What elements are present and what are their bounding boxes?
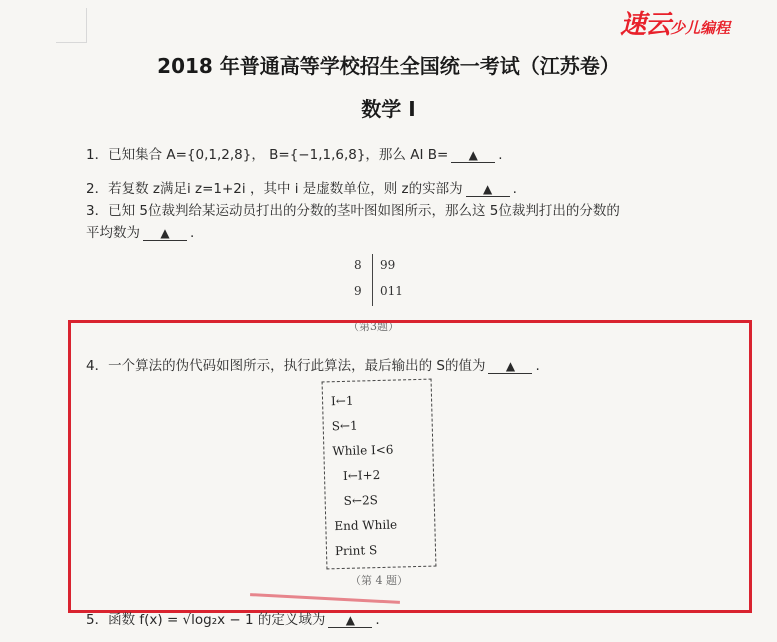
code-line: S←1 <box>331 418 358 434</box>
stem-value: 8 <box>354 258 362 272</box>
question-3-line-2 <box>86 221 194 241</box>
code-line: I←1 <box>330 393 354 409</box>
question-4-end: . <box>535 358 540 374</box>
question-4-text: 4．一个算法的伪代码如图所示，执行此算法，最后输出的 S的值为 <box>86 358 486 374</box>
question-1-text: 1．已知集合 A={0,1,2,8}， B={−1,1,6,8}，那么 AI B= <box>86 147 449 163</box>
code-line: S←2S <box>343 493 379 508</box>
page-corner-mark <box>56 8 87 43</box>
answer-blank: ▲ <box>488 359 532 374</box>
question-3-text: 平均数为 <box>86 225 140 241</box>
exam-title: 2018 年普通高等学校招生全国统一考试（江苏卷） <box>157 54 620 78</box>
question-2-text: 2．若复数 z满足i z=1+2i ，其中 i 是虚数单位，则 z的实部为 <box>86 181 463 197</box>
question-1 <box>86 143 503 163</box>
brand-name: 速云 <box>620 10 671 40</box>
answer-blank: ▲ <box>466 182 510 197</box>
code-line: While I<6 <box>332 442 394 459</box>
answer-blank: ▲ <box>328 613 372 628</box>
pseudocode-box <box>322 379 437 570</box>
stem-leaf-divider <box>372 254 373 306</box>
question-2 <box>86 177 517 197</box>
code-line: End While <box>334 517 398 534</box>
stem-value: 9 <box>354 284 362 298</box>
question-5-text: 5．函数 f(x) = √log₂x − 1 的定义域为 <box>86 612 326 628</box>
leaf-values: 99 <box>380 258 396 272</box>
question-5 <box>86 608 380 628</box>
answer-blank: ▲ <box>143 226 187 241</box>
code-line: Print S <box>334 543 378 559</box>
question-5-end: . <box>375 612 380 628</box>
question-3-end: . <box>190 225 195 241</box>
figure-3-caption: （第3题） <box>348 320 399 333</box>
figure-4-caption: （第 4 题） <box>350 574 408 587</box>
question-2-end: . <box>512 181 517 197</box>
leaf-values: 011 <box>380 284 403 298</box>
exam-subject: 数学 I <box>361 97 416 121</box>
answer-blank: ▲ <box>451 148 495 163</box>
question-1-end: . <box>498 147 503 163</box>
question-3-line-1: 3．已知 5位裁判给某运动员打出的分数的茎叶图如图所示，那么这 5位裁判打出的分数的 <box>86 203 620 219</box>
code-line: I←I+2 <box>342 467 381 483</box>
brand-watermark <box>620 4 730 41</box>
stem-leaf-plot <box>352 254 412 306</box>
question-4 <box>86 354 540 374</box>
brand-tagline: 少儿编程 <box>670 19 731 37</box>
